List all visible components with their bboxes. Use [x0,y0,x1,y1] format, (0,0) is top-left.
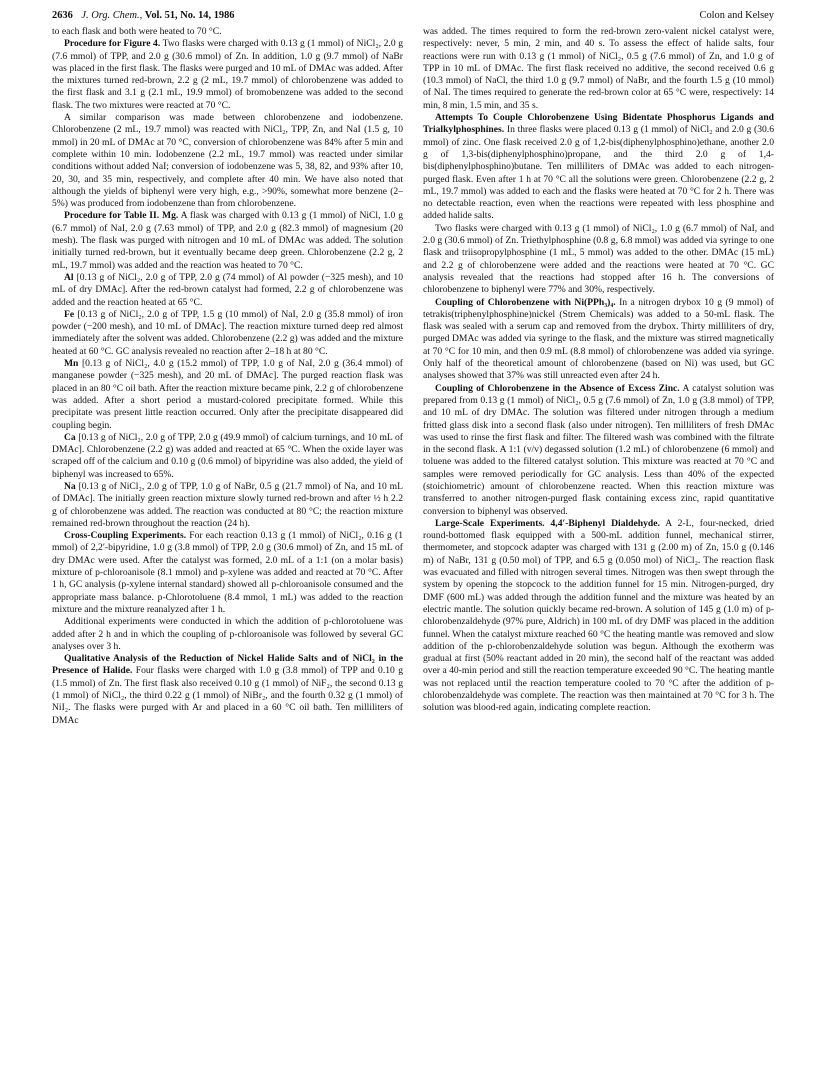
metal-heading: Fe [64,308,75,320]
section-heading: Cross-Coupling Experiments. [64,530,187,542]
running-authors: Colon and Kelsey [699,10,774,21]
section-heading: Procedure for Table II. Mg. [64,210,179,222]
paragraph-absence-zinc: Coupling of Chlorobenzene in the Absence of Excess Zinc. A catalyst solution was prepared from 0.13 g (1 mmol) of NiCl₂, 0.5 g (7.6 mmol) of Zn, 1.0 g (3.8 mmol) of TPP, and 10 mL of dry DMAc. The solution was filtered under nitrogen through a medium fritted glass disk into a second flask (also under nitrogen). Ten milliliters of fresh DMAc was used to rinse the first flask and filter. The filtered wash was combined with the filtrate in the second flask. A 1:1 (v/v) degassed solution (1.2 mL) of chlorobenzene (6 mmol) and toluene was added to the filtered catalyst solution. This mixture was reacted at 70 °C and samples were removed periodically for GC analysis. Less than 40% of the expected (stoichiometric) amount of chlorobenzene reacted. When this reaction mixture was transferred to another nitrogen-purged flask containing excess zinc, rapid quantitative conversion to biphenyl was observed. [423,382,774,517]
paragraph: was added. The times required to form the red-brown zero-valent nickel catalyst were, respectively: never, 5 min, 2 min, and 40 s. To assess the effect of halide salts, four reactions were run with 0.13 g (1 mmol) of NiCl₂, 0.5 g (7.6 mmol) of Zn, and 1.0 g of TPP in 10 mL of DMAc. The first flask received no additive, the second received 0.6 g (10.3 mmol) of NaCl, the third 1.0 g (9.7 mmol) of NaBr, and the fourth 1.5 g (10 mmol) of NaI. The times required to generate the red-brown color at 65 °C were, respectively: 14 min, 8 min, 1.5 min, and 35 s. [423,26,774,111]
metal-heading: Mn [64,358,79,370]
right-column [423,26,774,1064]
metal-heading: Na [64,480,76,492]
paragraph-fe: Fe [0.13 g of NiCl₂, 2.0 g of TPP, 1.5 g (10 mmol) of NaI, 2.0 g (35.8 mmol) of iron powder (−200 mesh), and 10 mL of DMAc]. The reaction mixture turned deep red almost immediately after the solvent was added. Chlorobenzene (2.2 g) was added and the mixture heated at 60 °C. GC analysis revealed no reaction after 2–18 h at 80 °C. [52,308,403,357]
running-header [52,8,774,24]
paragraph: to each flask and both were heated to 70 °C. [52,26,222,37]
paragraph-table2: Procedure for Table II. Mg. A flask was charged with 0.13 g (1 mmol) of NiCl, 1.0 g (6.7 mmol) of NaI, 2.0 g (7.63 mmol) of TPP, and 2.0 g (82.3 mmol) of magnesium (20 mesh). The flask was purged with nitrogen and 10 mL of DMAc was added. The solution initially turned red-brown, but it eventually became deep green. Chlorobenzene (2.2 g, 2 mL, 19.7 mmol) was added and the reaction was heated to 70 °C. [52,210,403,271]
paragraph-large-scale: Large-Scale Experiments. 4,4′-Biphenyl Dialdehyde. A 2-L, four-necked, dried round-bottomed flask equipped with a 500-mL addition funnel, mechanical stirrer, thermometer, and stopcock adapter was charged with 131 g (2.00 m) of Zn, 15.0 g (0.146 m) of NaBr, 131 g (0.50 mol) of TPP, and 6.5 g (0.050 mol) of NiCl₂. The reaction flask was evacuated and filled with nitrogen several times. Nitrogen was then swept through the system by opening the stopcock to the addition funnel for 15 min. Nitrogen-purged, dry DMF (600 mL) was added through the addition funnel and the mixture was heated by an electric mantle. The solution quickly became red-brown. A solution of 145 g (1.0 m) of p-chlorobenzaldehyde (97% pure, Aldrich) in 100 mL of dry DMF was placed in the addition funnel. When the catalyst mixture reached 60 °C the heating mantle was removed and slow addition of the p-chlorobenzaldehyde solution was begun. Although the exotherm was gradual at first (50% reactant added in 20 min), the second half of the reactant was added over a 40-min period and still the reaction temperature exceeded 90 °C. The heating mantle was not replaced until the reaction temperature cooled to 70 °C after the addition of p-chlorobenzaldehyde was complete. The reaction was then maintained at 70 °C for 3 h. The solution was blood-red again, indicating complete reaction. [423,517,774,714]
section-heading: Qualitative Analysis of the Reduction of Nickel Halide Salts and of NiCl₂ in the Presence of Halide. [52,653,403,677]
section-heading: Coupling of Chlorobenzene in the Absence of Excess Zinc. [435,382,680,394]
paragraph: Additional experiments were conducted in which the addition of p-chlorotoluene was added after 2 h and in which the coupling of p-chloroanisole was followed by several GC analyses over 3 h. [52,616,403,652]
paragraph: Two flasks were charged with 0.13 g (1 mmol) of NiCl₂, 1.0 g (6.7 mmol) of NaI, and 2.0 g (30.6 mmol) of Zn. Triethylphosphine (0.8 g, 6.8 mmol) was added via syringe to one flask and triisopropylphosphine (1 mL, 5 mmol) was added to the other. DMAc (15 mL) and 2.2 g of chlorobenzene were added and the reactions were heated at 70 °C. GC analysis revealed that the reactions had stopped after 16 h. The conversions of chlorobenzene to biphenyl were 77% and 30%, respectively. [423,222,774,296]
paragraph-al: Al [0.13 g of NiCl₂, 2.0 g of TPP, 2.0 g (74 mmol) of Al powder (−325 mesh), and 10 mL of dry DMAc]. After the red-brown catalyst had formed, 2.2 g of chlorobenzene was added and the reaction heated at 65 °C. [52,271,403,308]
section-heading: Coupling of Chlorobenzene with Ni(PPh₃)₄. [435,296,616,308]
paragraph-ni-pph3: Coupling of Chlorobenzene with Ni(PPh₃)₄. In a nitrogen drybox 10 g (9 mmol) of tetrakis(triphenylphosphine)nickel (Strem Chemicals) was added to a 50-mL flask. The flask was sealed with a serum cap and removed from the drybox. Thirty milliliters of dry, purged DMAc was added via syringe to the flask, and the mixture was stirred magnetically at 70 °C for 10 min, and then 0.9 mL (8.8 mmol) of chlorobenzene was added via syringe. Only half of the theoretical amount of chlorobenzene (based on Ni) was used, but GC analyses showed that 37% was still unreacted even after 24 h. [423,296,774,382]
metal-heading: Ca [64,431,76,443]
journal-volume: Vol. 51, No. 14, 1986 [144,10,235,21]
paragraph: A similar comparison was made between chlorobenzene and iodobenzene. Chlorobenzene (2 mL, 19.7 mmol) was reacted with NiCl₂, TPP, Zn, and NaI (1.5 g, 10 mmol) in 20 mL of DMAc at 70 °C, conversion of chlorobenzene was 84% after 5 min and complete within 10 min. Iodobenzene (2.2 mL, 19.7 mmol) was reacted under similar conditions without added NaI; conversion of iodobenzene was 5, 38, 82, and 93% after 10, 20, 30, and 35 min, respectively, and complete after 40 min. We have also noted that although the yields of biphenyl were very high, e.g., >90%, somewhat more benzene (2–5%) was produced from iodobenzene than from chlorobenzene. [52,112,403,210]
paragraph-qualitative: Qualitative Analysis of the Reduction of Nickel Halide Salts and of NiCl₂ in the Presence of Halide. Four flasks were charged with 1.0 g (3.8 mmol) of TPP and 0.10 g (1.5 mmol) of Zn. The first flask also received 0.10 g (1 mmol) of NiF₂, the second 0.13 g (1 mmol) of NiCl₂, the third 0.22 g (1 mmol) of NiBr₂, and the fourth 0.32 g (1 mmol) of NiI₂. The flasks were purged with Ar and placed in a 60 °C oil bath. Ten milliliters of DMAc [52,653,403,726]
two-column-body [52,26,774,1064]
page-number: 2636 [52,10,73,21]
paragraph-na: Na [0.13 g of NiCl₂, 2.0 g of TPP, 1.0 g of NaBr, 0.5 g (21.7 mmol) of Na, and 10 mL of DMAc]. The initially green reaction mixture slowly turned red-brown and after ½ h 2.2 g of chlorobenzene was added. The reaction was conducted at 80 °C; the reaction mixture remained red-brown throughout the reaction (24 h). [52,480,403,529]
paragraph-bidentate: Attempts To Couple Chlorobenzene Using Bidentate Phosphorus Ligands and Trialkylphosphines. In three flasks were placed 0.13 g (1 mmol) of NiCl₂ and 2.0 g (30.6 mmol) of zinc. One flask received 2.0 g of 1,2-bis(diphenylphosphino)ethane, another 2.0 g of 1,3-bis(diphenylphosphino)propane, and the third 2.0 g of 1,4-bis(diphenylphosphino)butane. Ten milliliters of DMAc was added to each nitrogen-purged flask. Even after 1 h at 70 °C all the solutions were green. Chlorobenzene (2.2 g, 2 mL, 19.7 mmol) was added to each and the flasks were heated at 70 °C for 2 h. There was no detectable reaction, even when the reactions were repeated with less phosphine and added halide salts. [423,112,774,222]
section-heading: Large-Scale Experiments. 4,4′-Biphenyl Dialdehyde. [435,517,660,529]
section-heading: Procedure for Figure 4. [64,38,161,50]
metal-heading: Al [64,271,74,283]
paragraph-cross-coupling: Cross-Coupling Experiments. For each reaction 0.13 g (1 mmol) of NiCl₂, 0.16 g (1 mmol) of 2,2′-bipyridine, 1.0 g (3.8 mmol) of TPP, 2.0 g (30.6 mmol) of Zn, and 15 mL of dry DMAc were used. After the catalyst was formed, 2.0 mL of a 1:1 (on a molar basis) mixture of p-chloroanisole (8.1 mmol) and p-xylene was added and reacted at 70 °C. After 1 h, GC analysis (p-xylene internal standard) showed all p-chloroanisole consumed and the appropriate mass balance. p-Chlorotoluene (8.4 mmol, 1 mL) was added to the reaction mixture and the mixture reanalyzed after 1 h. [52,530,403,615]
paragraph-mn: Mn [0.13 g of NiCl₂, 4.0 g (15.2 mmol) of TPP, 1.0 g of NaI, 2.0 g (36.4 mmol) of manganese powder (−325 mesh), and 20 mL of DMAc]. The purged reaction flask was placed in an 80 °C oil bath. After the reaction mixture became pink, 2.2 g of chlorobenzene was added. After a short period a mustard-colored precipitate formed. While this precipitate was present little reaction occurred. Only after the precipitate disappeared did coupling begin. [52,358,403,431]
section-heading: Attempts To Couple Chlorobenzene Using Bidentate Phosphorus Ligands and Trialkylphosphines. [423,112,774,136]
paragraph-figure4: Procedure for Figure 4. Two flasks were charged with 0.13 g (1 mmol) of NiCl₂, 2.0 g (7.6 mmol) of TPP, and 2.0 g (30.6 mmol) of Zn. In addition, 1.0 g (9.7 mmol) of NaBr was placed in the first flask. The flasks were purged and 10 mL of DMAc was added. After the mixtures turned red-brown, 2.2 g (2 mL, 19.7 mmol) of chlorobenzene was added to the first flask and 3.1 g (2.1 mL, 19.9 mmol) of bromobenzene was added to the second flask. The two mixtures were reacted at 70 °C. [52,38,403,111]
paragraph-ca: Ca [0.13 g of NiCl₂, 2.0 g of TPP, 2.0 g (49.9 mmol) of calcium turnings, and 10 mL of DMAc]. Chlorobenzene (2.2 g) was added and reacted at 65 °C. When the oxide layer was scraped off of the calcium and 0.10 g (0.6 mmol) of bipyridine was also added, the yield of biphenyl was increased to 65%. [52,431,403,480]
journal-name: J. Org. Chem., [81,10,143,21]
left-column [52,26,403,1064]
